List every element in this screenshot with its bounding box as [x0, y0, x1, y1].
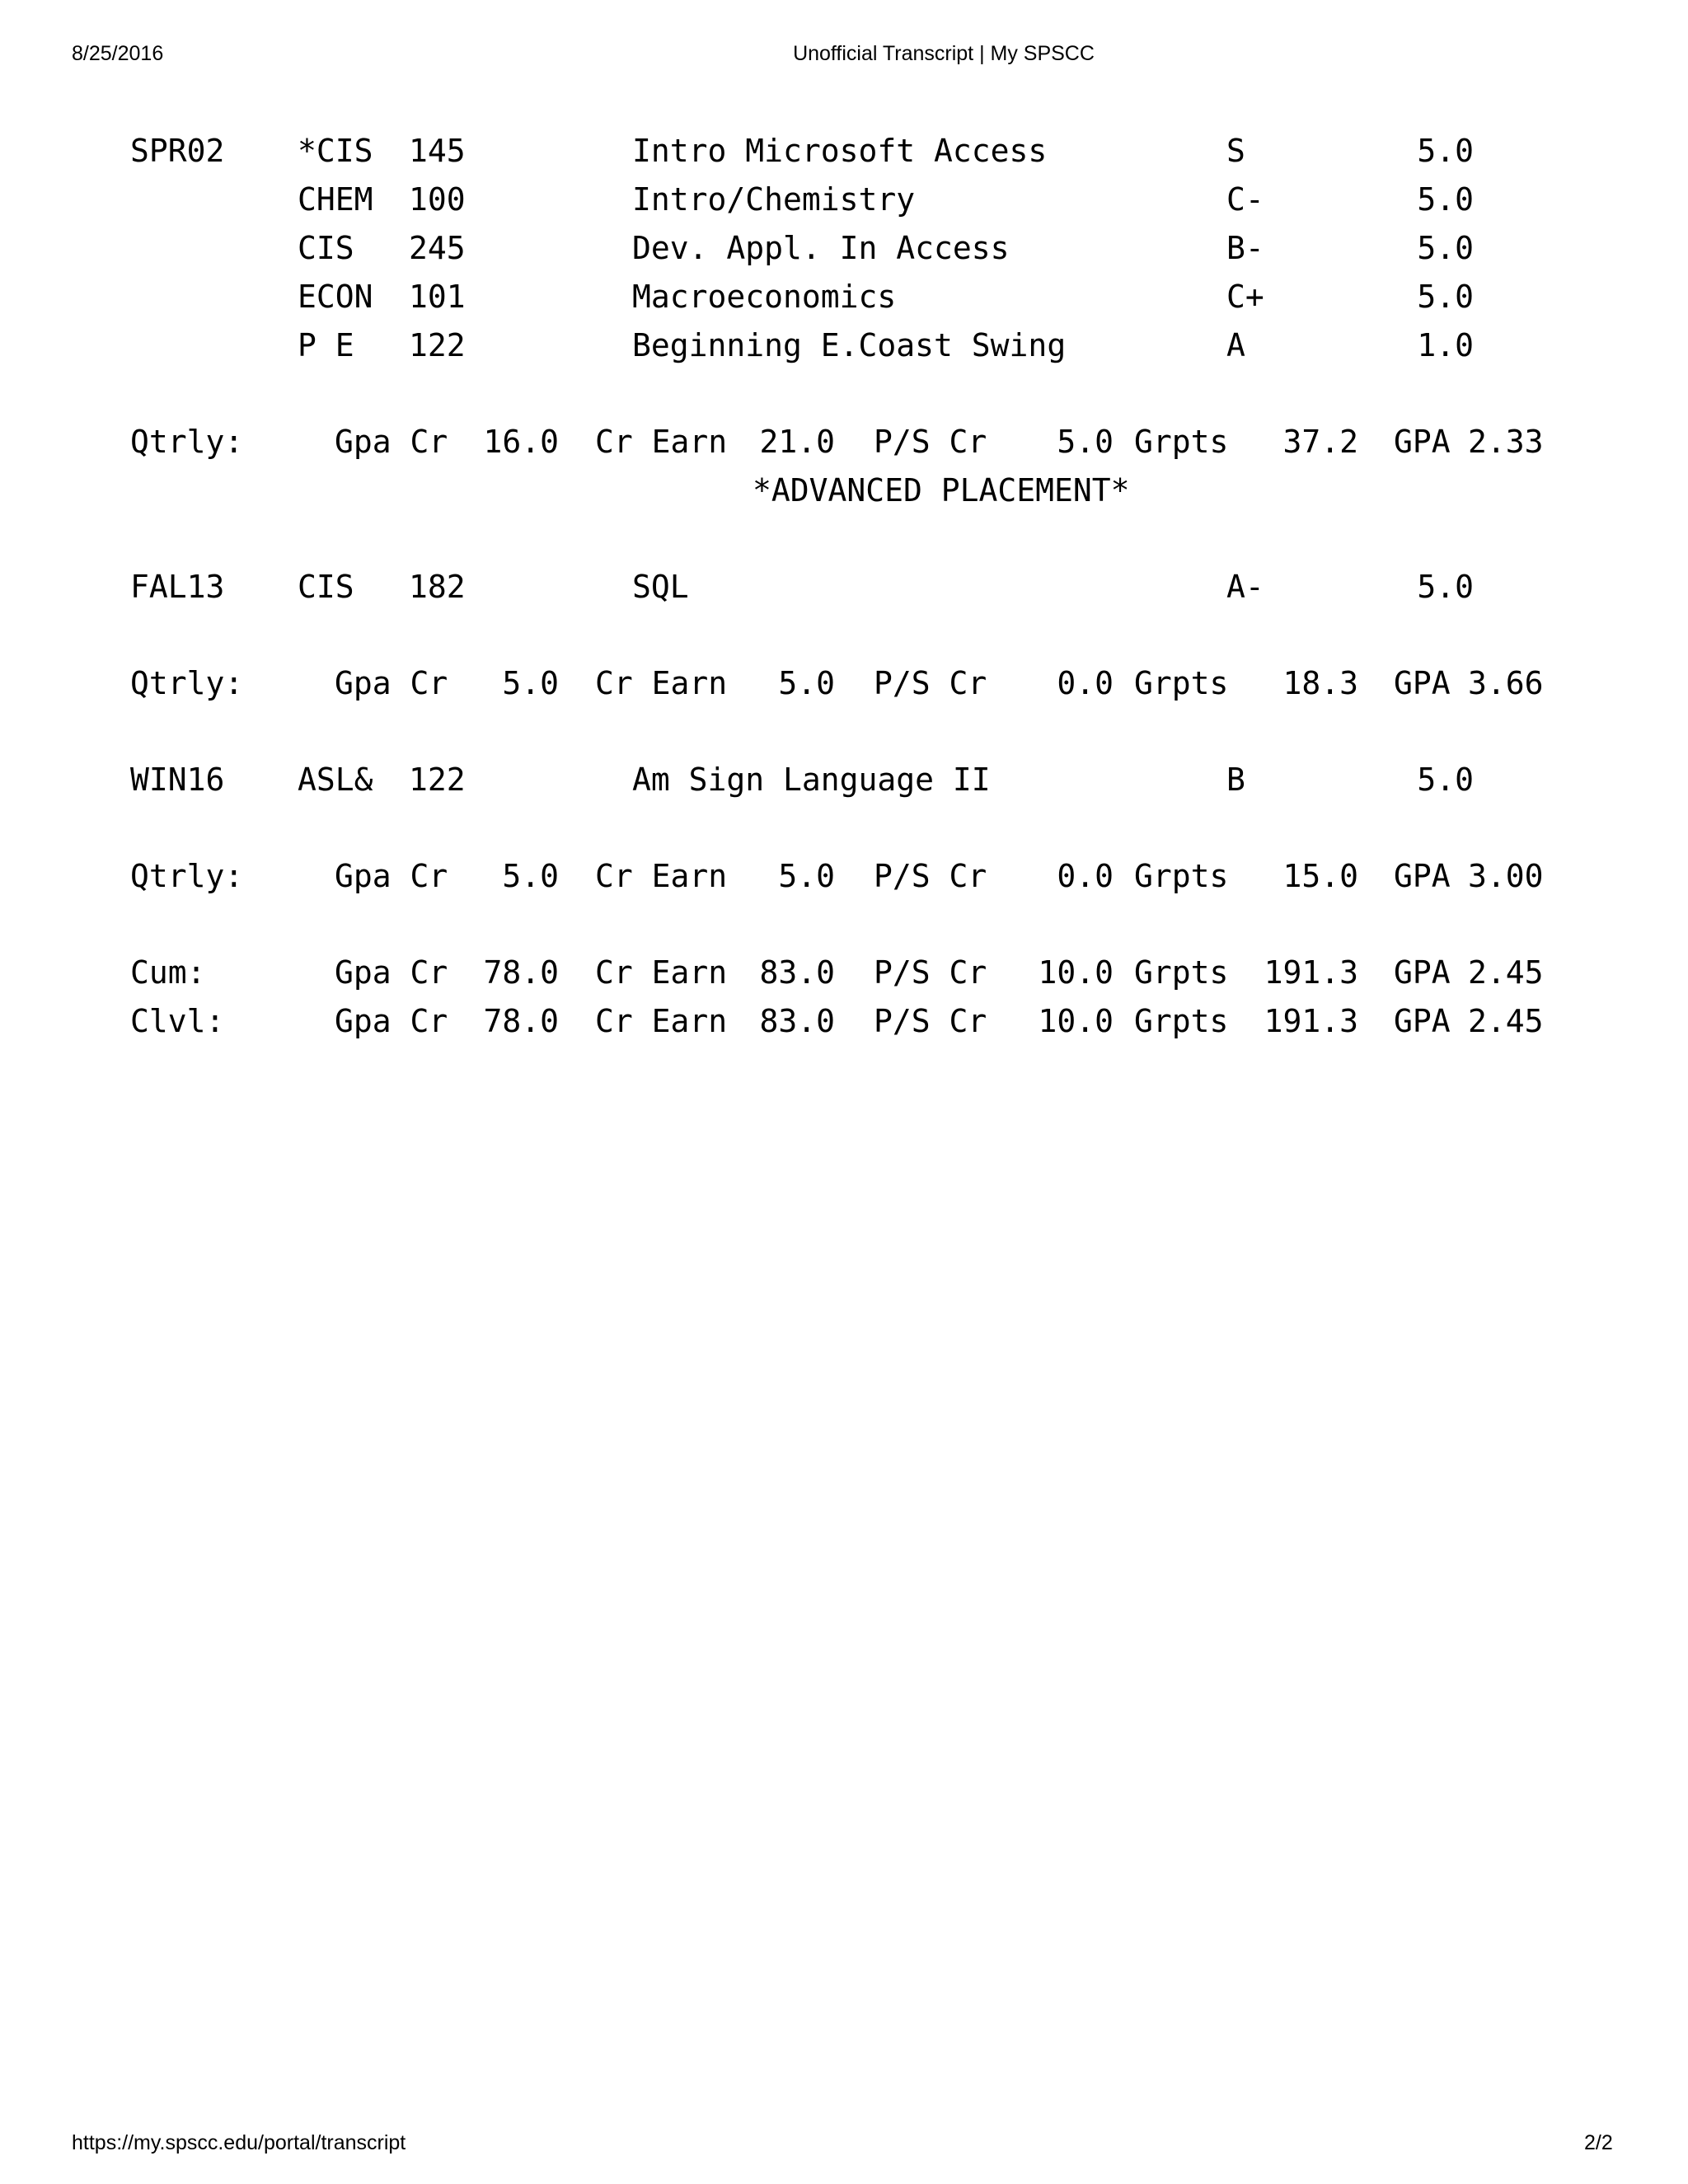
pass-satisfactory-credits-value: 10.0 — [1038, 954, 1114, 991]
gpa-credits-value: 78.0 — [483, 1003, 559, 1039]
gpa-label: GPA — [1394, 858, 1451, 894]
course-title: Macroeconomics — [632, 279, 897, 315]
gpa-credits-value: 5.0 — [502, 665, 559, 701]
term-code: FAL13 — [130, 569, 225, 605]
credits-earned-value: 5.0 — [778, 858, 835, 894]
credits-earned-label: Cr Earn — [595, 858, 728, 894]
pass-satisfactory-credits-label: P/S Cr — [874, 665, 987, 701]
gpa-credits-label: Gpa Cr — [335, 1003, 448, 1039]
summary-label: Clvl: — [130, 1003, 225, 1039]
credits-earned-value: 83.0 — [759, 1003, 835, 1039]
pass-satisfactory-credits-value: 0.0 — [1057, 665, 1114, 701]
credits-earned-value: 5.0 — [778, 665, 835, 701]
course-number: 182 — [409, 569, 466, 605]
pass-satisfactory-credits-value: 10.0 — [1038, 1003, 1114, 1039]
course-row — [130, 224, 1474, 273]
credits-earned-value: 83.0 — [759, 954, 835, 991]
grade-points-label: Grpts — [1134, 665, 1229, 701]
course-title: Dev. Appl. In Access — [632, 230, 1010, 266]
gpa-credits-label: Gpa Cr — [335, 665, 448, 701]
gpa-value: 3.66 — [1468, 665, 1544, 701]
course-dept: P E — [298, 327, 354, 363]
page-number: 2/2 — [1584, 2131, 1613, 2154]
term-code: SPR02 — [130, 133, 225, 169]
course-dept: CIS — [298, 230, 354, 266]
summary-label: Qtrly: — [130, 858, 244, 894]
gpa-credits-label: Gpa Cr — [335, 954, 448, 991]
gpa-value: 2.33 — [1468, 424, 1544, 460]
course-credits: 5.0 — [1417, 181, 1474, 218]
course-row — [130, 563, 1474, 612]
gpa-credits-label: Gpa Cr — [335, 424, 448, 460]
course-title: Intro/Chemistry — [632, 181, 916, 218]
gpa-credits-value: 78.0 — [483, 954, 559, 991]
grade-points-label: Grpts — [1134, 954, 1229, 991]
course-credits: 5.0 — [1417, 230, 1474, 266]
credits-earned-label: Cr Earn — [595, 954, 728, 991]
course-grade: B — [1226, 762, 1245, 798]
cumulative-summary-row — [130, 949, 1544, 997]
gpa-credits-label: Gpa Cr — [335, 858, 448, 894]
course-credits: 5.0 — [1417, 569, 1474, 605]
gpa-value: 3.00 — [1468, 858, 1544, 894]
quarter-summary-row — [130, 418, 1544, 466]
grade-points-value: 191.3 — [1264, 1003, 1358, 1039]
course-row — [130, 176, 1474, 224]
quarter-summary-row — [130, 852, 1544, 901]
course-grade: C+ — [1226, 279, 1264, 315]
gpa-label: GPA — [1394, 665, 1451, 701]
college-level-summary-row — [130, 997, 1544, 1046]
page-url: https://my.spscc.edu/portal/transcript — [72, 2131, 406, 2154]
gpa-credits-value: 5.0 — [502, 858, 559, 894]
course-grade: S — [1226, 133, 1245, 169]
grade-points-value: 18.3 — [1282, 665, 1358, 701]
pass-satisfactory-credits-label: P/S Cr — [874, 1003, 987, 1039]
credits-earned-label: Cr Earn — [595, 665, 728, 701]
grade-points-label: Grpts — [1134, 424, 1229, 460]
summary-label: Qtrly: — [130, 665, 244, 701]
course-credits: 1.0 — [1417, 327, 1474, 363]
course-credits: 5.0 — [1417, 279, 1474, 315]
credits-earned-value: 21.0 — [759, 424, 835, 460]
course-title: SQL — [632, 569, 689, 605]
course-grade: C- — [1226, 181, 1264, 218]
course-number: 245 — [409, 230, 466, 266]
course-number: 122 — [409, 327, 466, 363]
gpa-credits-value: 16.0 — [483, 424, 559, 460]
course-row — [130, 127, 1474, 176]
course-number: 145 — [409, 133, 466, 169]
course-grade: A- — [1226, 569, 1264, 605]
course-grade: B- — [1226, 230, 1264, 266]
course-dept: *CIS — [298, 133, 373, 169]
course-number: 122 — [409, 762, 466, 798]
course-number: 101 — [409, 279, 466, 315]
course-title: Intro Microsoft Access — [632, 133, 1048, 169]
course-row — [130, 273, 1474, 321]
course-grade: A — [1226, 327, 1245, 363]
quarter-summary-row — [130, 659, 1544, 708]
course-dept: CHEM — [298, 181, 373, 218]
gpa-label: GPA — [1394, 1003, 1451, 1039]
credits-earned-label: Cr Earn — [595, 1003, 728, 1039]
grade-points-label: Grpts — [1134, 1003, 1229, 1039]
course-dept: CIS — [298, 569, 354, 605]
course-dept: ASL& — [298, 762, 373, 798]
summary-label: Qtrly: — [130, 424, 244, 460]
gpa-value: 2.45 — [1468, 1003, 1544, 1039]
grade-points-value: 37.2 — [1282, 424, 1358, 460]
course-row — [130, 321, 1474, 370]
pass-satisfactory-credits-label: P/S Cr — [874, 858, 987, 894]
course-number: 100 — [409, 181, 466, 218]
page-title: Unofficial Transcript | My SPSCC — [793, 42, 1095, 65]
course-dept: ECON — [298, 279, 373, 315]
credits-earned-label: Cr Earn — [595, 424, 728, 460]
course-credits: 5.0 — [1417, 133, 1474, 169]
pass-satisfactory-credits-label: P/S Cr — [874, 424, 987, 460]
pass-satisfactory-credits-value: 5.0 — [1057, 424, 1114, 460]
gpa-value: 2.45 — [1468, 954, 1544, 991]
pass-satisfactory-credits-label: P/S Cr — [874, 954, 987, 991]
gpa-label: GPA — [1394, 954, 1451, 991]
course-title: Am Sign Language II — [632, 762, 991, 798]
summary-label: Cum: — [130, 954, 206, 991]
course-row — [130, 756, 1474, 804]
grade-points-value: 15.0 — [1282, 858, 1358, 894]
print-date: 8/25/2016 — [72, 42, 164, 65]
course-title: Beginning E.Coast Swing — [632, 327, 1067, 363]
course-credits: 5.0 — [1417, 762, 1474, 798]
advanced-placement-note: *ADVANCED PLACEMENT* — [753, 472, 1130, 509]
pass-satisfactory-credits-value: 0.0 — [1057, 858, 1114, 894]
advanced-placement-note-row — [130, 466, 1130, 515]
grade-points-value: 191.3 — [1264, 954, 1358, 991]
gpa-label: GPA — [1394, 424, 1451, 460]
grade-points-label: Grpts — [1134, 858, 1229, 894]
term-code: WIN16 — [130, 762, 225, 798]
